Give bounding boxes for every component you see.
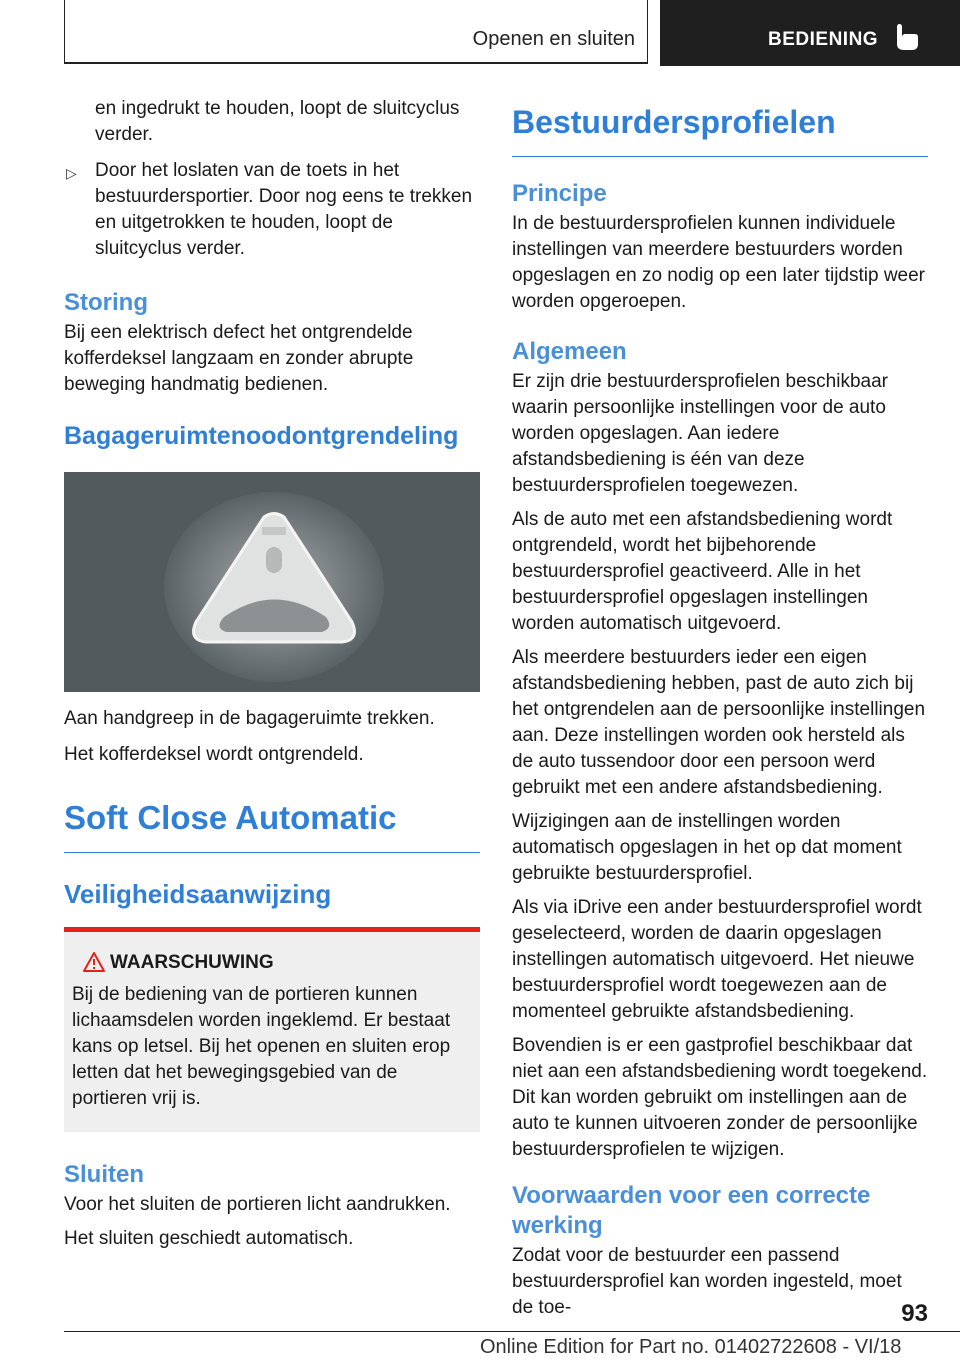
section-title: BEDIENING — [768, 29, 879, 50]
footer-divider — [64, 1331, 960, 1332]
bagage-text-1: Aan handgreep in de bagageruimte trekken. — [64, 708, 435, 729]
principe-text: In de bestuurdersprofielen kunnen individuele instellingen van meerdere bestuurders worden opgeslagen en zo nodig op een later tijdstip weer worden opgeroepen. — [512, 213, 926, 312]
algemeen-text-1: Er zijn drie bestuurdersprofielen beschikbaar waarin persoonlijke instellingen voor de auto worden opgeslagen. Aan iedere afstandsbediening is één van deze bestuurdersprofielen toegewezen. — [512, 371, 888, 496]
algemeen-text-4: Wijzigingen aan de instellingen worden automatisch opgeslagen in het op dat moment gebruikte bestuurdersprofiel. — [512, 811, 902, 884]
bagage-heading: Bagageruimtenoodontgrendeling — [64, 422, 459, 450]
algemeen-text-6: Bovendien is er een gastprofiel beschikbaar dat niet aan een afstandsbediening wordt toegekend. Dit kan worden gebruikt om instellingen aan de auto te kunnen uitvoeren zonder de persoonlijke bestuurdersprofielen te wijzigen. — [512, 1035, 928, 1160]
right-column — [512, 96, 928, 1321]
sluiten-text-2: Het sluiten geschiedt automatisch. — [64, 1228, 354, 1249]
warning-text: Bij de bediening van de portieren kunnen lichaamsdelen worden ingeklemd. Er bestaat kans op letsel. Bij het openen en sluiten erop letten dat het bewegingsgebied van de portieren vrij is. — [72, 984, 451, 1109]
trunk-release-handle-image — [64, 472, 480, 692]
principe-heading: Principe — [512, 180, 607, 207]
soft-close-heading: Soft Close Automatic — [64, 798, 480, 853]
handle-photo — [64, 472, 480, 692]
storing-heading: Storing — [64, 289, 148, 316]
algemeen-heading: Algemeen — [512, 338, 627, 365]
algemeen-text-5: Als via iDrive een ander bestuurdersprofiel wordt geselecteerd, worden de daarin opgeslagen instellingen automatisch uitgevoerd. Het nieuwe bestuurdersprofiel wordt toegewezen aan de momenteel gebruikte afstandsbediening. — [512, 897, 922, 1022]
sluiten-heading: Sluiten — [64, 1161, 145, 1188]
continued-paragraph: en ingedrukt te houden, loopt de sluitcyclus verder. — [95, 98, 460, 145]
bullet-triangle-icon: ▷ — [66, 165, 77, 181]
algemeen-text-3: Als meerdere bestuurders ieder een eigen afstandsbediening hebben, past de auto zich bij het ontgrendelen aan de persoonlijke instellingen aan. Deze instellingen worden ook hersteld als de auto tussendoor door een persoon werd gebruikt met een andere afstandsbediening. — [512, 647, 926, 798]
page-number: 93 — [901, 1300, 928, 1327]
bullet-text: Door het loslaten van de toets in het bestuurdersportier. Door nog eens te trekken en uitgetrokken te houden, loopt de sluitcyclus verder. — [95, 160, 473, 259]
bagage-text-2: Het kofferdeksel wordt ontgrendeld. — [64, 744, 364, 765]
veiligheid-heading: Veiligheidsaanwijzing — [64, 879, 332, 909]
left-column — [64, 96, 480, 1252]
warning-title-text: WAARSCHUWING — [110, 952, 274, 973]
chapter-title: Openen en sluiten — [472, 28, 635, 50]
pointing-hand-icon — [894, 22, 920, 52]
header-chapter-tab — [64, 0, 648, 64]
voorwaarden-heading: Voorwaarden voor een correcte werking — [512, 1182, 871, 1239]
storing-text: Bij een elektrisch defect het ontgrendelde kofferdeksel langzaam en zonder abrupte beweging handmatig bedienen. — [64, 322, 414, 395]
algemeen-text-2: Als de auto met een afstandsbediening wordt ontgrendeld, wordt het bijbehorende bestuurdersprofiel geactiveerd. Alle in het bestuurdersprofiel opgeslagen instellingen worden automatisch uitgevoerd. — [512, 509, 893, 634]
header-section-tab — [660, 0, 960, 66]
bullet-item — [64, 158, 480, 262]
warning-box — [64, 927, 480, 1132]
warning-triangle-icon — [82, 951, 106, 973]
voorwaarden-text: Zodat voor de bestuurder een passend bestuurdersprofiel kan worden ingesteld, moet de toe- — [512, 1245, 902, 1318]
sluiten-text-1: Voor het sluiten de portieren licht aandrukken. — [64, 1194, 451, 1215]
warning-title — [72, 950, 470, 976]
bestuurdersprofielen-heading: Bestuurdersprofielen — [512, 102, 928, 157]
footer-edition: Online Edition for Part no. 01402722608 - VI/18 — [480, 1336, 902, 1358]
